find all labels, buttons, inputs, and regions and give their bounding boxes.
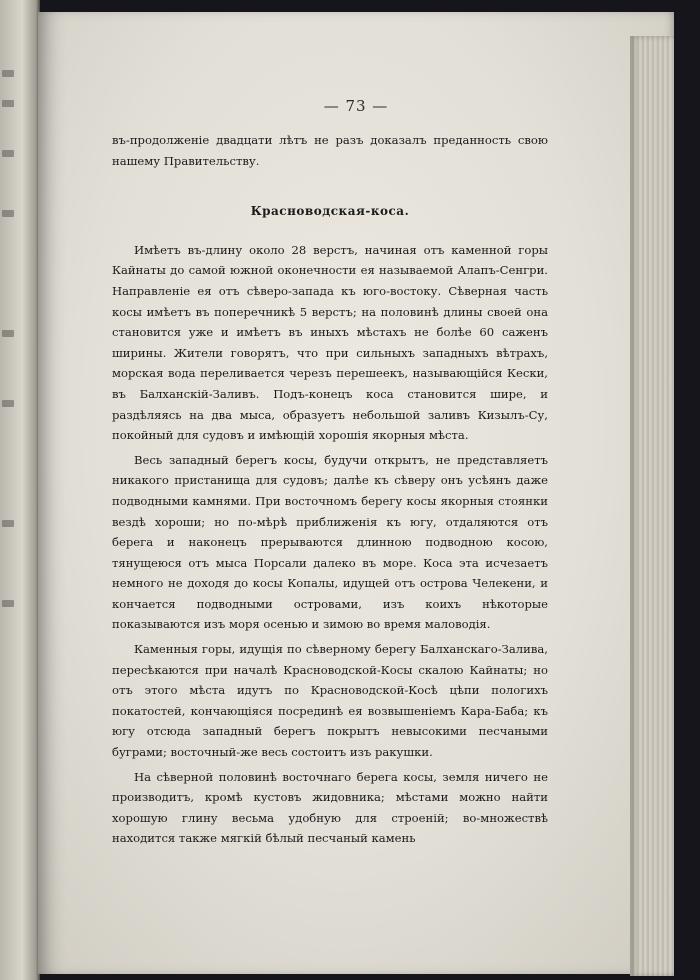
paragraph: Весь западный берегъ косы, будучи открытъ, не представляетъ никакого пристанища для судовъ; далѣе къ сѣверу онъ усѣянъ даже подводными камнями. При восточномъ берегу косы якорныя стоянки вездѣ хороши; но по-мѣрѣ приближенія къ югу, отдаляются отъ берега и наконецъ прерываются длинною подводною косою, тянущеюся отъ мыса Порсали далеко въ море. Коса эта исчезаетъ немного не доходя до косы Копалы, идущей отъ острова Челекени, и кончается подводными островами, изъ коихъ нѣкоторые показываются изъ моря осенью и зимою во время маловодія. — [112, 452, 548, 632]
section-heading: Красноводская-коса. — [250, 204, 410, 219]
left-page-text-fragment — [2, 330, 14, 337]
left-page-edge — [0, 0, 40, 980]
page-number: — 73 — — [323, 97, 389, 115]
book-page — [38, 12, 674, 974]
page-stack-edge — [630, 36, 674, 976]
paragraph: Имѣетъ въ-длину около 28 верстъ, начиная отъ каменной горы Кайнаты до самой южной оконечности ея называемой Алапъ-Сенгри. Направленіе ея отъ сѣверо-запада къ юго-востоку. Сѣверная часть косы имѣетъ въ поперечникѣ 5 верстъ; на половинѣ длины своей она становится уже и имѣетъ въ иныхъ мѣстахъ не болѣе 60 саженъ ширины. Жители говорятъ, что при сильныхъ западныхъ вѣтрахъ, морская вода переливается черезъ перешеекъ, называющійся Кески, въ Балханскій-Заливъ. Подъ-конецъ коса становится шире, и раздѣляясь на два мыса, образуетъ небольшой заливъ Кизылъ-Су, покойный для судовъ и имѣющій хорошія якорныя мѣста. — [112, 242, 548, 443]
left-page-text-fragment — [2, 520, 14, 527]
left-page-text-fragment — [2, 400, 14, 407]
left-page-text-fragment — [2, 70, 14, 77]
paragraph: Каменныя горы, идущія по сѣверному берегу Балханскаго-Залива, пересѣкаются при началѣ Красноводской-Косы скалою Кайнаты; но отъ этого мѣста идутъ по Красноводской-Косѣ цѣпи пологихъ покатостей, кончающіяся посрединѣ ея возвышеніемъ Кара-Баба; къ югу отсюда западный берегъ покрытъ невысокими песчаными буграми; восточный-же весь состоитъ изъ ракушки. — [112, 642, 548, 760]
left-page-text-fragment — [2, 600, 14, 607]
page-text — [112, 130, 548, 853]
left-page-text-fragment — [2, 210, 14, 217]
paragraph: На сѣверной половинѣ восточнаго берега косы, земля ничего не производитъ, кромѣ кустовъ жидовника; мѣстами можно найти хорошую глину весьма удобную для строеній; во-множествѣ находится также мягкій бѣлый песчаный камень — [112, 769, 548, 846]
left-page-text-fragment — [2, 100, 14, 107]
left-page-text-fragment — [2, 150, 14, 157]
continuation-text: въ-продолженіе двадцати лѣтъ не разъ доказалъ преданность свою нашему Правительству. — [112, 133, 548, 168]
